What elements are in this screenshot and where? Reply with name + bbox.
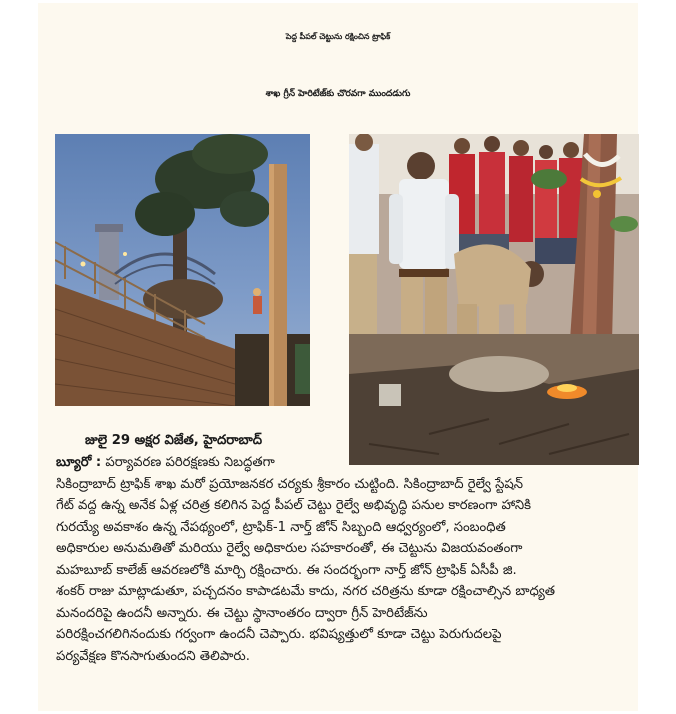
article-line-2: సికింద్రాబాద్ ట్రాఫిక్ శాఖ మరో ప్రయోజనకర చర్యకు శ్రీకారం చుట్టింది. సికింద్రాబాద్ రైల్వే స్టేషన్: [56, 477, 524, 492]
article-line-1-text: పర్యావరణ పరిరక్షణకు నిబద్ధతగా: [105, 455, 275, 470]
article-line-8: మనందరిపై ఉందనీ అన్నారు. ఈ చెట్టు స్థానాంతరం ద్వారా గ్రీన్ హెరిటేజ్‌ను: [56, 606, 428, 621]
tree-at-railway-gate-photo: [55, 134, 310, 406]
headline-line-2: శాఖ గ్రీన్ హెరిటేజ్‌కు చొరవగా ముందడుగు: [265, 89, 411, 99]
article-line-5: అధికారుల అనుమతితో మరియు రైల్వే అధికారుల సహకారంతో, ఈ చెట్టును విజయవంతంగా: [56, 541, 523, 556]
article-line-3: గేట్ వద్ద ఉన్న అనేక ఏళ్ల చరిత్ర కలిగిన పెద్ద పీపల్ చెట్టు రైల్వే అభివృద్ధి పనుల కారణంగా హానికి: [56, 498, 531, 513]
bureau-label: బ్యూరో :: [56, 455, 102, 470]
article-line-4: గురయ్యే అవకాశం ఉన్న నేపథ్యంలో, ట్రాఫిక్-1 నార్త్ జోన్ సిబ్బంది ఆధ్వర్యంలో, సంబంధిత: [56, 520, 506, 535]
article-line-7: శంకర్ రాజు మాట్లాడుతూ, పచ్చదనం కాపాడటమే కాదు, నగర చరిత్రను కూడా రక్షించాల్సిన బాధ్యత: [56, 584, 556, 599]
article-line-6: మహబూబ్ కాలేజ్ ఆవరణలోకి మార్చి రక్షించారు. ఈ సందర్భంగా నార్త్ జోన్ ట్రాఫిక్ ఏసీపీ జి.: [56, 563, 517, 578]
article-line-1: [56, 452, 275, 474]
article-line-9: పరిరక్షించగలిగినందుకు గర్వంగా ఉందనీ చెప్పారు. భవిష్యత్తులో కూడా చెట్టు పెరుగుదలపై: [56, 627, 502, 642]
newspaper-clipping: [38, 3, 638, 711]
headline-line-1: పెద్ద పీపల్ చెట్టును రక్షించిన ట్రాఫిక్: [285, 32, 391, 41]
article-line-10: పర్యవేక్షణ కొనసాగుతుందని తెలిపారు.: [56, 649, 250, 664]
dateline: జులై 29 అక్షర విజేత, హైదరాబాద్: [85, 433, 263, 448]
officers-planting-tree-photo: [349, 134, 639, 465]
